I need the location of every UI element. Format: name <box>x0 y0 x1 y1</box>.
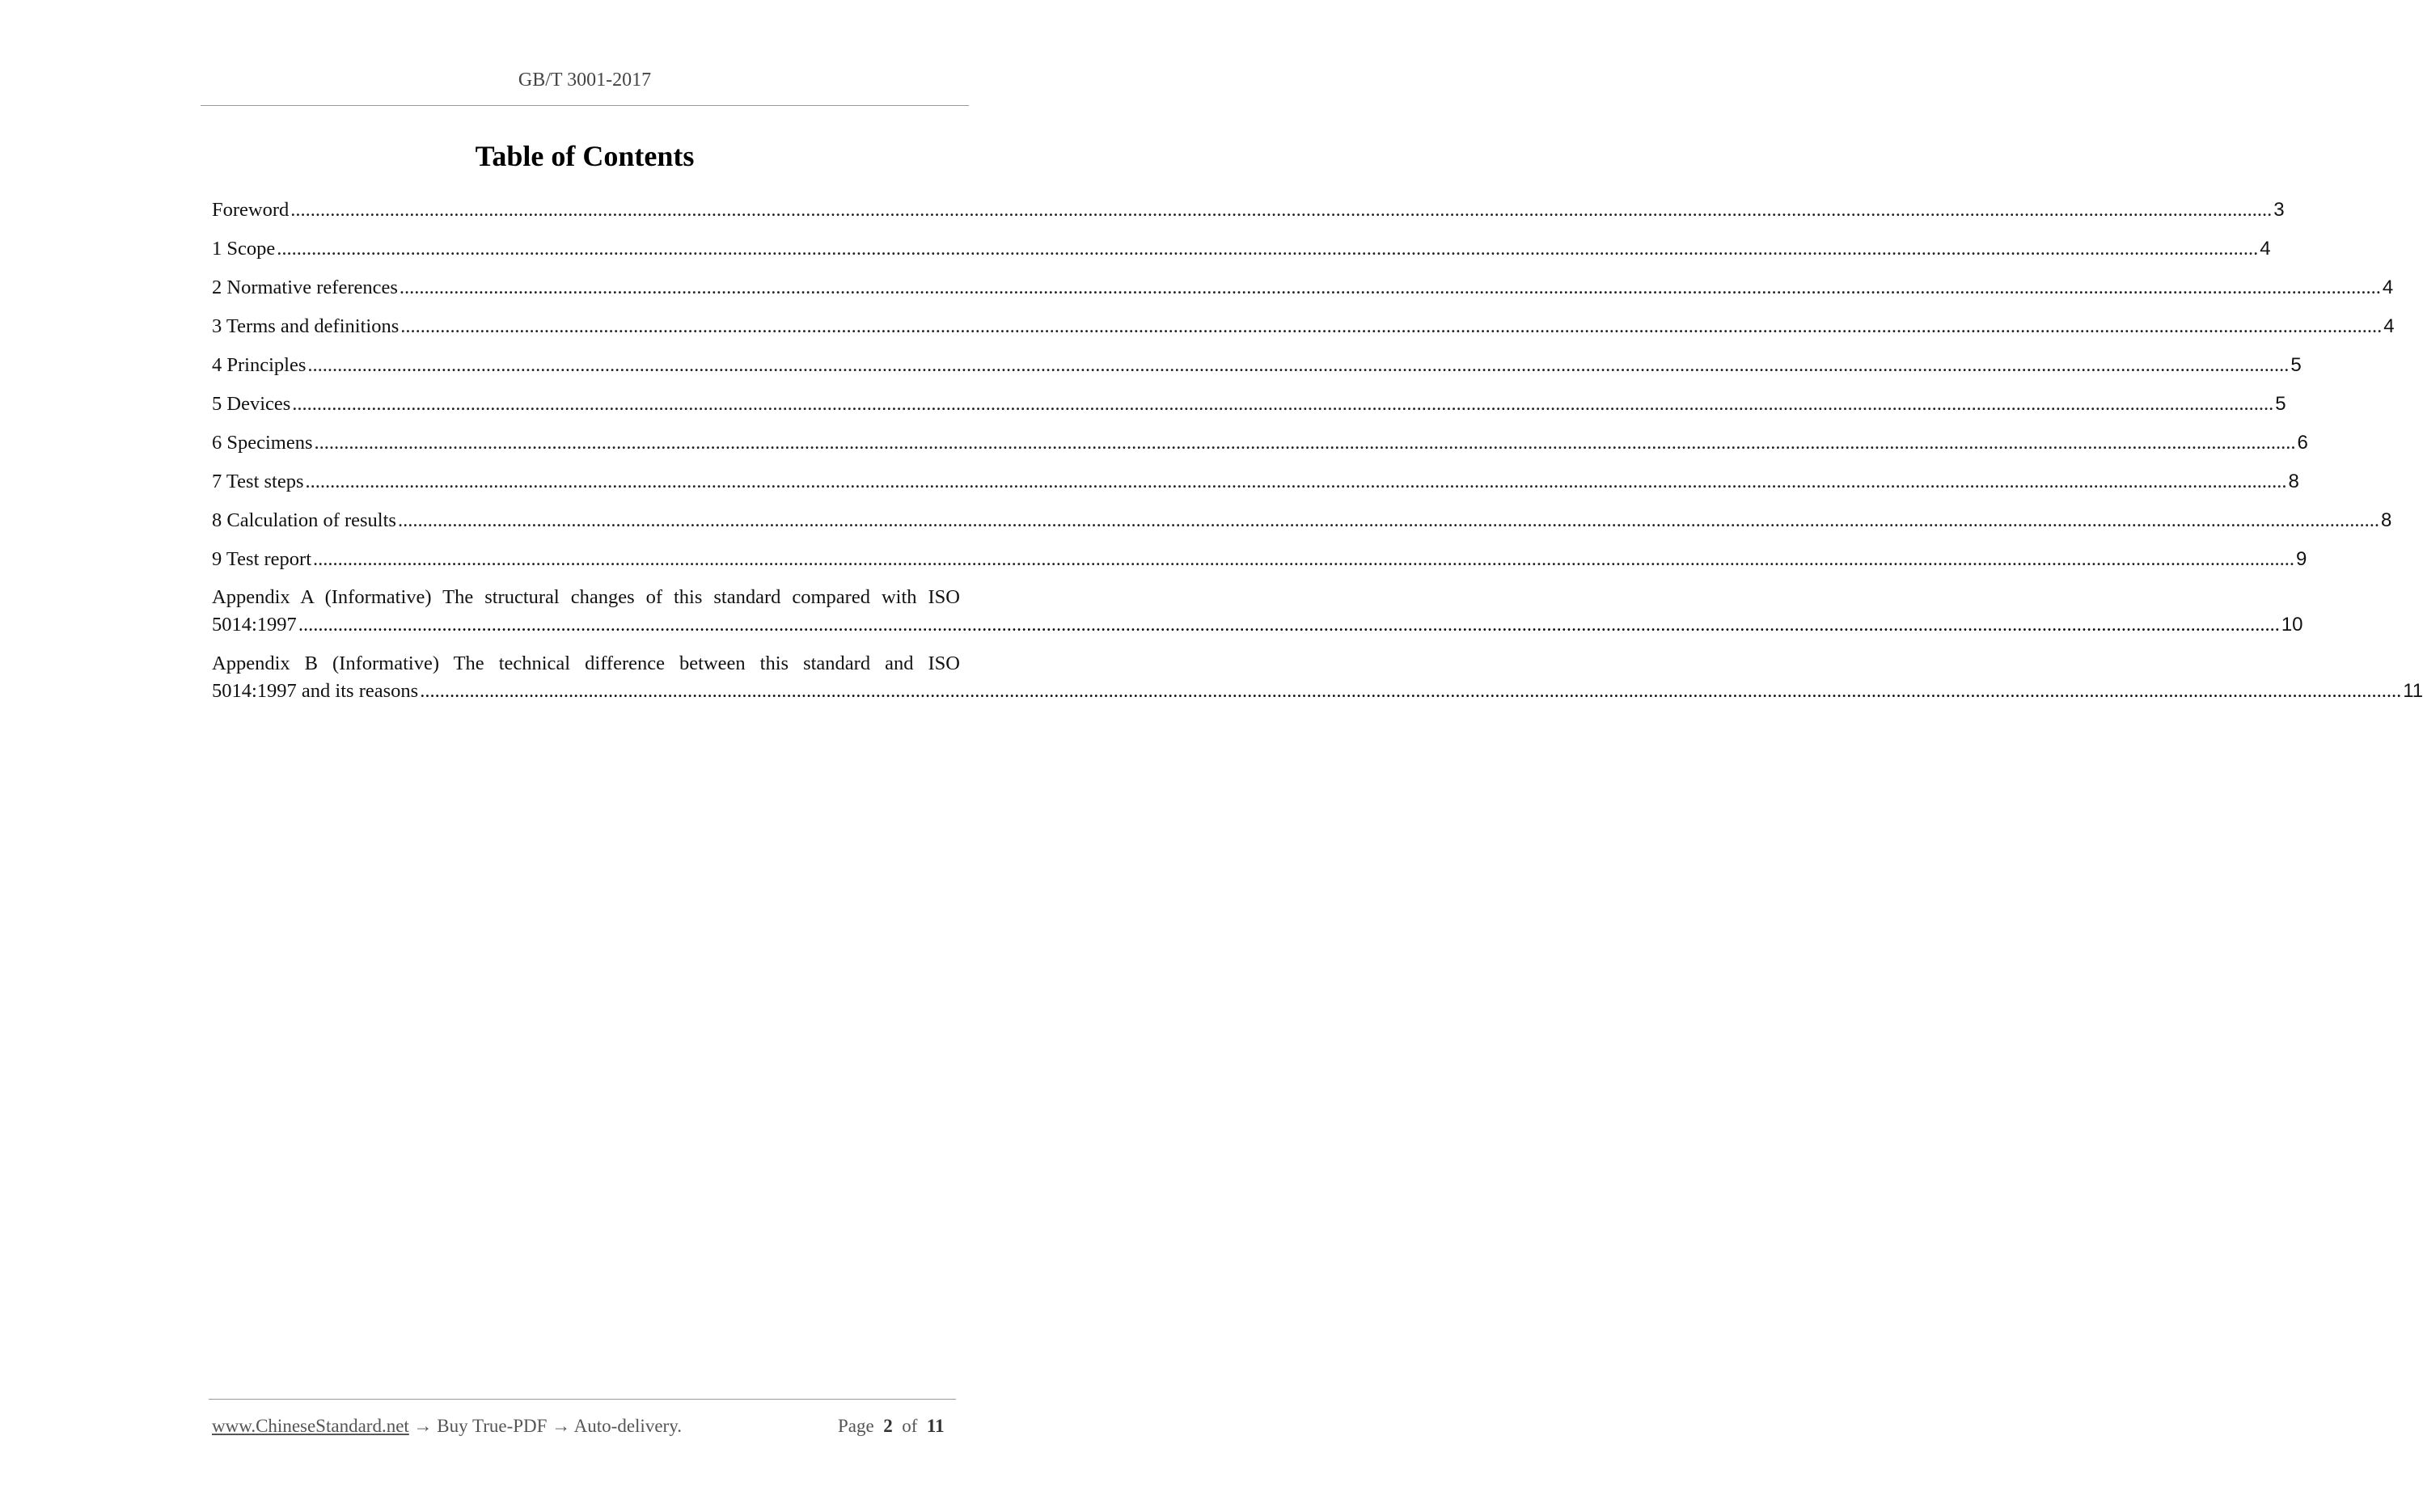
dot-leader: ................................................................................................................................................................................................................................................................................................................................................................................................................ <box>290 199 2273 221</box>
toc-entry-normative-references[interactable] <box>212 273 2394 312</box>
toc-entry-page: 4 <box>2383 315 2395 337</box>
footer-promo <box>212 1416 682 1437</box>
dot-leader: ................................................................................................................................................................................................................................................................................................................................................................................................................ <box>307 354 2290 376</box>
site-link[interactable]: www.ChineseStandard.net <box>212 1416 409 1436</box>
dot-leader: ................................................................................................................................................................................................................................................................................................................................................................................................................ <box>277 238 2259 260</box>
toc-entry-page: 4 <box>2260 238 2271 260</box>
toc-entry-label: 9 Test report <box>212 548 312 570</box>
dot-leader: ................................................................................................................................................................................................................................................................................................................................................................................................................ <box>298 614 2280 636</box>
header-divider <box>201 105 969 106</box>
toc-entry-specimens[interactable] <box>212 429 2308 467</box>
toc-entry-scope[interactable] <box>212 234 2271 273</box>
table-of-contents <box>212 196 2423 716</box>
toc-entry-label: 6 Specimens <box>212 432 313 454</box>
toc-entry-label: 1 Scope <box>212 238 276 260</box>
dot-leader: ................................................................................................................................................................................................................................................................................................................................................................................................................ <box>420 680 2402 702</box>
page-number <box>838 1416 945 1437</box>
buy-text: Buy True-PDF <box>437 1416 548 1436</box>
toc-entry-page: 5 <box>2275 393 2286 415</box>
toc-entry-label-continued: 5014:1997 <box>212 614 297 636</box>
toc-entry-label: Appendix B (Informative) The technical difference between this standard and ISO <box>212 653 960 674</box>
of-word: of <box>902 1416 918 1436</box>
dot-leader: ................................................................................................................................................................................................................................................................................................................................................................................................................ <box>314 432 2296 454</box>
toc-entry-test-steps[interactable] <box>212 467 2299 506</box>
toc-entry-label-continued: 5014:1997 and its reasons <box>212 680 419 702</box>
toc-entry-label: 8 Calculation of results <box>212 509 396 531</box>
toc-entry-principles[interactable] <box>212 351 2302 390</box>
dot-leader: ................................................................................................................................................................................................................................................................................................................................................................................................................ <box>313 548 2295 570</box>
toc-entry-page: 9 <box>2296 548 2307 570</box>
toc-entry-label: 4 Principles <box>212 354 307 376</box>
page-current: 2 <box>883 1416 893 1436</box>
page-title: Table of Contents <box>475 140 695 172</box>
running-header: GB/T 3001-2017 <box>518 70 652 91</box>
dot-leader: ................................................................................................................................................................................................................................................................................................................................................................................................................ <box>400 315 2383 337</box>
toc-entry-page: 4 <box>2382 277 2394 298</box>
toc-entry-terms-and-definitions[interactable] <box>212 312 2395 351</box>
page-word: Page <box>838 1416 874 1436</box>
dot-leader: ................................................................................................................................................................................................................................................................................................................................................................................................................ <box>399 277 2381 298</box>
footer-divider <box>209 1399 956 1400</box>
toc-entry-foreword[interactable] <box>212 196 2285 234</box>
toc-entry-appendix-a[interactable] <box>212 584 2303 639</box>
toc-entry-page: 10 <box>2281 614 2303 636</box>
dot-leader: ................................................................................................................................................................................................................................................................................................................................................................................................................ <box>292 393 2274 415</box>
toc-entry-label: 2 Normative references <box>212 277 398 298</box>
toc-entry-page: 6 <box>2297 432 2308 454</box>
arrow-right-icon: → <box>413 1416 433 1436</box>
toc-entry-label: Appendix A (Informative) The structural changes of this standard compared with ISO <box>212 586 960 608</box>
delivery-text: Auto-delivery. <box>573 1416 682 1436</box>
toc-entry-label: 3 Terms and definitions <box>212 315 400 337</box>
toc-entry-calculation-of-results[interactable] <box>212 506 2392 545</box>
toc-entry-page: 8 <box>2288 471 2299 492</box>
toc-entry-appendix-b[interactable] <box>212 650 2423 705</box>
toc-entry-test-report[interactable] <box>212 545 2307 584</box>
toc-entry-page: 11 <box>2403 680 2423 702</box>
dot-leader: ................................................................................................................................................................................................................................................................................................................................................................................................................ <box>397 509 2379 531</box>
dot-leader: ................................................................................................................................................................................................................................................................................................................................................................................................................ <box>305 471 2287 492</box>
toc-entry-label: Foreword <box>212 199 290 221</box>
page-total: 11 <box>926 1416 945 1436</box>
toc-entry-devices[interactable] <box>212 390 2286 429</box>
toc-entry-page: 8 <box>2380 509 2392 531</box>
toc-entry-label: 7 Test steps <box>212 471 304 492</box>
arrow-right-icon: → <box>552 1416 571 1436</box>
toc-entry-page: 3 <box>2273 199 2285 221</box>
toc-entry-page: 5 <box>2290 354 2302 376</box>
toc-entry-label: 5 Devices <box>212 393 291 415</box>
